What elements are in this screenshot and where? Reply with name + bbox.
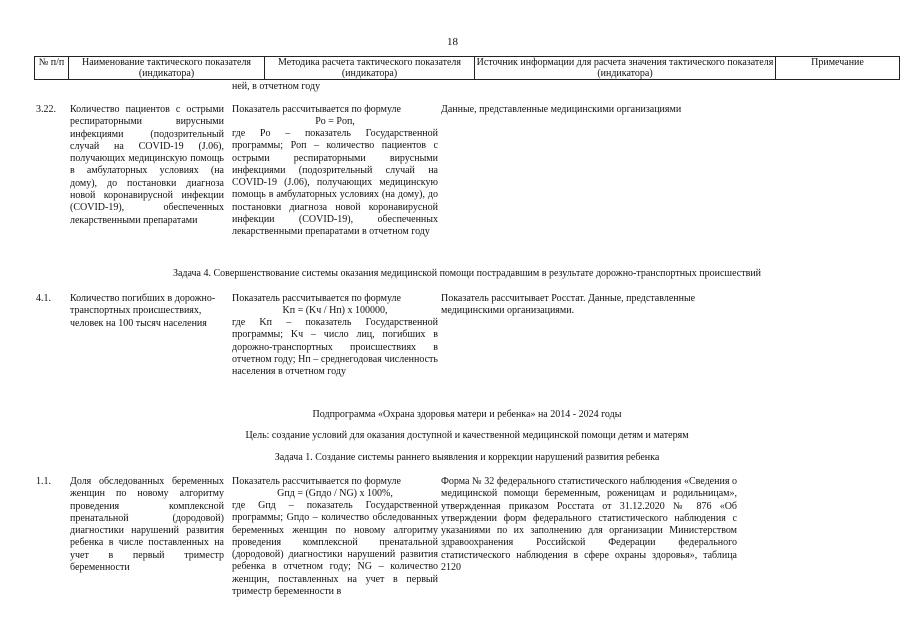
method-description: где Pо – показатель Государственной программы; Pоп – количество пациентов с острыми респираторными вирусными инфекциями (подозрительный случай на COVID-19 (J.06), получающих медицинскую помощь в амбулаторных условиях (на дому), до постановки диагноза новой коронавирусной инфекции (COVID-19), обеспеченных лекарственными препаратами в отчетном году — [232, 128, 438, 238]
row-number: 1.1. — [36, 476, 51, 487]
method-formula: Gпд = (Gпдо / NG) x 100%, — [277, 488, 393, 499]
indicator-name: Доля обследованных беременных женщин по новому алгоритму проведения комплексной пренатальной (дородовой) диагностики нарушений развития ребенка в числе поставленных на учет в первый триместр беременности — [70, 476, 224, 574]
task-heading: Задача 1. Создание системы раннего выявления и коррекции нарушений развития ребенка — [274, 452, 660, 463]
header-col-note: Примечание — [811, 57, 864, 68]
header-col-method: Методика расчета тактического показателя (индикатора) — [265, 57, 475, 79]
method-formula: Kп = (Kч / Hп) x 100000, — [282, 305, 388, 316]
indicator-name: Количество погибших в дорожно-транспортных происшествиях, человек на 100 тысяч населения — [70, 293, 216, 329]
method-formula: Pо = Pоп, — [315, 116, 355, 127]
info-source: Данные, представленные медицинскими организациями — [441, 104, 682, 115]
method-description: где Kп – показатель Государственной программы; Kч – число лиц, погибших в дорожно-транспортных происшествиях в отчетном году; Hп – среднегодовая численность населения в отчетном году — [232, 317, 438, 378]
row-number: 4.1. — [36, 293, 51, 304]
goal-heading: Цель: создание условий для оказания доступной и качественной медицинской помощи детям и матерям — [245, 430, 689, 441]
method-intro: Показатель рассчитывается по формуле — [232, 293, 401, 304]
info-source: Форма № 32 федерального статистического наблюдения «Сведения о медицинской помощи беременным, роженицам и родильницам», утвержденная приказом Росстата от 31.12.2020 № 876 «Об утверждении форм федерального статистического наблюдения с указаниями по их заполнению для организации Министерством здравоохранения Российской Федерации федерального статистического наблюдения в сфере охраны здоровья», таблица 2120 — [441, 476, 737, 574]
row-number: 3.22. — [36, 104, 56, 115]
carryover-text: ней, в отчетном году — [232, 81, 321, 92]
header-col-name: Наименование тактического показателя (индикатора) — [69, 57, 265, 79]
method-description: где Gпд – показатель Государственной программы; Gпдо – количество обследованных беременных женщин по новому алгоритму проведения комплексной пренатальной (дородовой) диагностики нарушений развития ребенка в отчетном году; NG – количество женщин, поставленных на учет в первый триместр беременности в — [232, 500, 438, 598]
subprogram-heading: Подпрограмма «Охрана здоровья матери и ребенка» на 2014 - 2024 годы — [312, 409, 622, 420]
info-source: Показатель рассчитывает Росстат. Данные, представленные медицинскими организациями. — [441, 293, 696, 317]
page-number: 18 — [447, 36, 458, 48]
indicator-name: Количество пациентов с острыми респираторными вирусными инфекциями (подозрительный случай на COVID-19 (J.06), получающих медицинскую помощь в амбулаторных условиях (на дому), до постановки диагноза новой коронавирусной инфекции (COVID-19), обеспеченных лекарственными препаратами — [70, 104, 224, 226]
table-header — [34, 56, 900, 80]
header-col-source: Источник информации для расчета значения тактического показателя (индикатора) — [475, 57, 776, 79]
method-intro: Показатель рассчитывается по формуле — [232, 104, 401, 115]
method-intro: Показатель рассчитывается по формуле — [232, 476, 401, 487]
task-heading: Задача 4. Совершенствование системы оказания медицинской помощи пострадавшим в результате дорожно-транспортных происшествий — [172, 268, 762, 279]
header-col-number: № п/п — [35, 57, 69, 79]
